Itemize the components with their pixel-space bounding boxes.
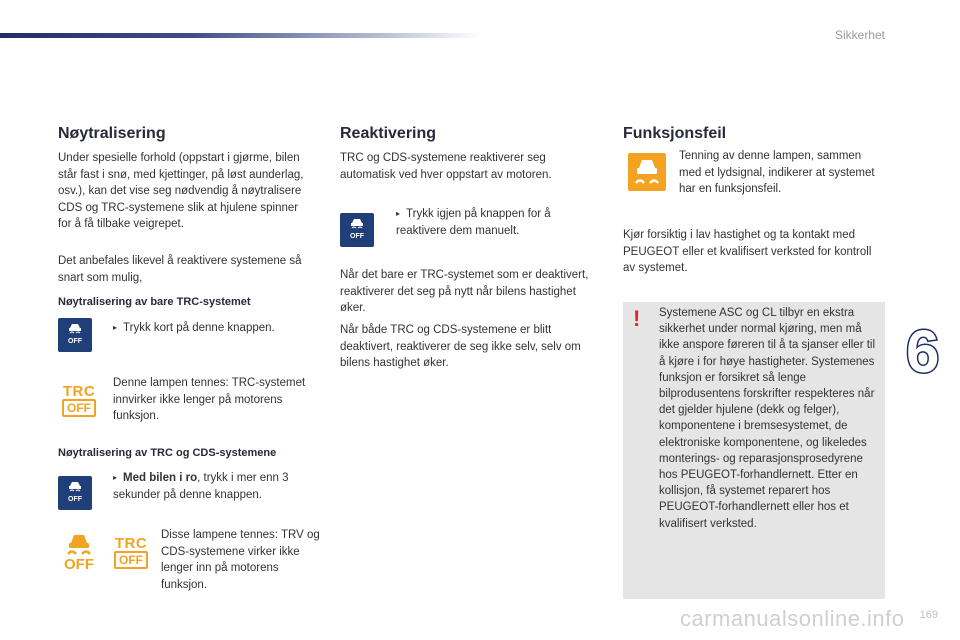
- cds-lamp-off-label: OFF: [64, 556, 94, 573]
- neutralization-advice: Det anbefales likevel å reaktivere systemene så snart som mulig,: [58, 255, 302, 284]
- chapter-tab: [904, 318, 960, 388]
- trc-off-lamp-icon-2: [114, 536, 148, 569]
- trc-off-button-icon: [58, 318, 92, 352]
- neutralization-intro: Under spesielle forhold (oppstart i gjørme, bilen står fast i snø, med kjettinger, på løst aunderlag, osv.), kan det vise seg nødvendig å nøytralisere CDS og TRC-systemene slik at hjulene spinner for å få tilbake veigrepet.: [58, 152, 304, 230]
- car-skid-amber-icon: [62, 532, 96, 556]
- cds-lamp-description: Disse lampene tennes: TRV og CDS-systemene virker ikke lenger inn på motorens funksjon.: [161, 529, 320, 591]
- bullet-icon: ▸: [113, 473, 118, 482]
- reactivate-step-text: Trykk igjen på knappen for å reaktivere dem manuelt.: [396, 208, 551, 237]
- reactivate-step: [396, 206, 596, 239]
- cds-off-lamp-icon: [62, 532, 96, 576]
- reactivate-button-icon: [340, 213, 374, 247]
- off-label: OFF: [350, 233, 364, 240]
- off-label: OFF: [68, 496, 82, 503]
- chapter-number: 6: [906, 318, 940, 385]
- step-long-press-text: , trykk i mer enn 3 sekunder på denne knappen.: [113, 472, 289, 501]
- cds-off-button-icon: [58, 476, 92, 510]
- car-skid-icon: [68, 323, 82, 334]
- neutralization-title: Nøytralisering: [58, 125, 166, 142]
- step-long-press-bold: Med bilen i ro: [123, 472, 198, 484]
- step-short-press-text: Trykk kort på denne knappen.: [123, 322, 275, 334]
- warning-icon: !: [633, 306, 641, 331]
- trc-lamp-off-label: OFF: [114, 551, 148, 569]
- trc-cds-subtitle: Nøytralisering av TRC og CDS-systemene: [58, 447, 277, 459]
- bullet-icon: ▸: [396, 209, 401, 218]
- malfunction-lamp-description: Tenning av denne lampen, sammen med et lydsignal, indikerer at systemet har en funksjonsfeil.: [679, 150, 875, 195]
- trc-lamp-label: TRC: [62, 383, 96, 400]
- warning-text: Systemene ASC og CL tilbyr en ekstra sikkerhet under normal kjøring, men må ikke anspore føreren til å ta sjanser eller til å kjøre i for høye hastigheter. Systemenes funksjon er forsikret så lenge bilprodusentens forskrifter respekteres når det gjelder hjulene (dekk og felger), komponentene i bremsesystemet, de elektroniske komponentene, og likeledes monterings- og reparasjonsprosedyrene hos PEUGEOT-forhandlernett. Etter en kollisjon, få systemet reparert hos PEUGEOT-forhandlernett eller hos et kvalifisert verksted.: [659, 307, 876, 530]
- malfunction-lamp-icon: [628, 153, 666, 191]
- page-number: 169: [919, 609, 938, 621]
- reactivation-trc-note: Når det bare er TRC-systemet som er deaktivert, reaktiverer det seg på nytt når bilens hastighet øker.: [340, 269, 589, 314]
- reactivation-title: Reaktivering: [340, 125, 437, 142]
- header-bar: [0, 33, 480, 38]
- reactivation-both-note: Når både TRC og CDS-systemene er blitt deaktivert, reaktiverer de seg ikke selv, selv om bilens hastighet øker.: [340, 324, 581, 369]
- section-name: Sikkerhet: [834, 28, 885, 42]
- trc-lamp-off-label: OFF: [62, 399, 96, 417]
- car-skid-icon: [68, 481, 82, 492]
- reactivation-intro: TRC og CDS-systemene reaktiverer seg automatisk ved hver oppstart av motoren.: [340, 152, 552, 181]
- trc-only-subtitle: Nøytralisering av bare TRC-systemet: [58, 296, 251, 308]
- off-label: OFF: [68, 338, 82, 345]
- car-skid-icon: [350, 218, 364, 229]
- car-skid-white-icon: [628, 153, 666, 191]
- bullet-icon: ▸: [113, 323, 118, 332]
- trc-off-lamp-icon: [62, 384, 96, 417]
- step-short-press: [113, 320, 313, 337]
- watermark: carmanualsonline.info: [680, 606, 905, 631]
- warning-box: [623, 302, 885, 599]
- malfunction-advice: Kjør forsiktig i lav hastighet og ta kontakt med PEUGEOT eller et kvalifisert verksted for kontroll av systemet.: [623, 229, 872, 274]
- trc-lamp-label: TRC: [114, 535, 148, 552]
- malfunction-title: Funksjonsfeil: [623, 125, 727, 142]
- step-long-press: [113, 470, 313, 503]
- trc-lamp-description: Denne lampen tennes: TRC-systemet innvirker ikke lenger på motorens funksjon.: [113, 377, 306, 422]
